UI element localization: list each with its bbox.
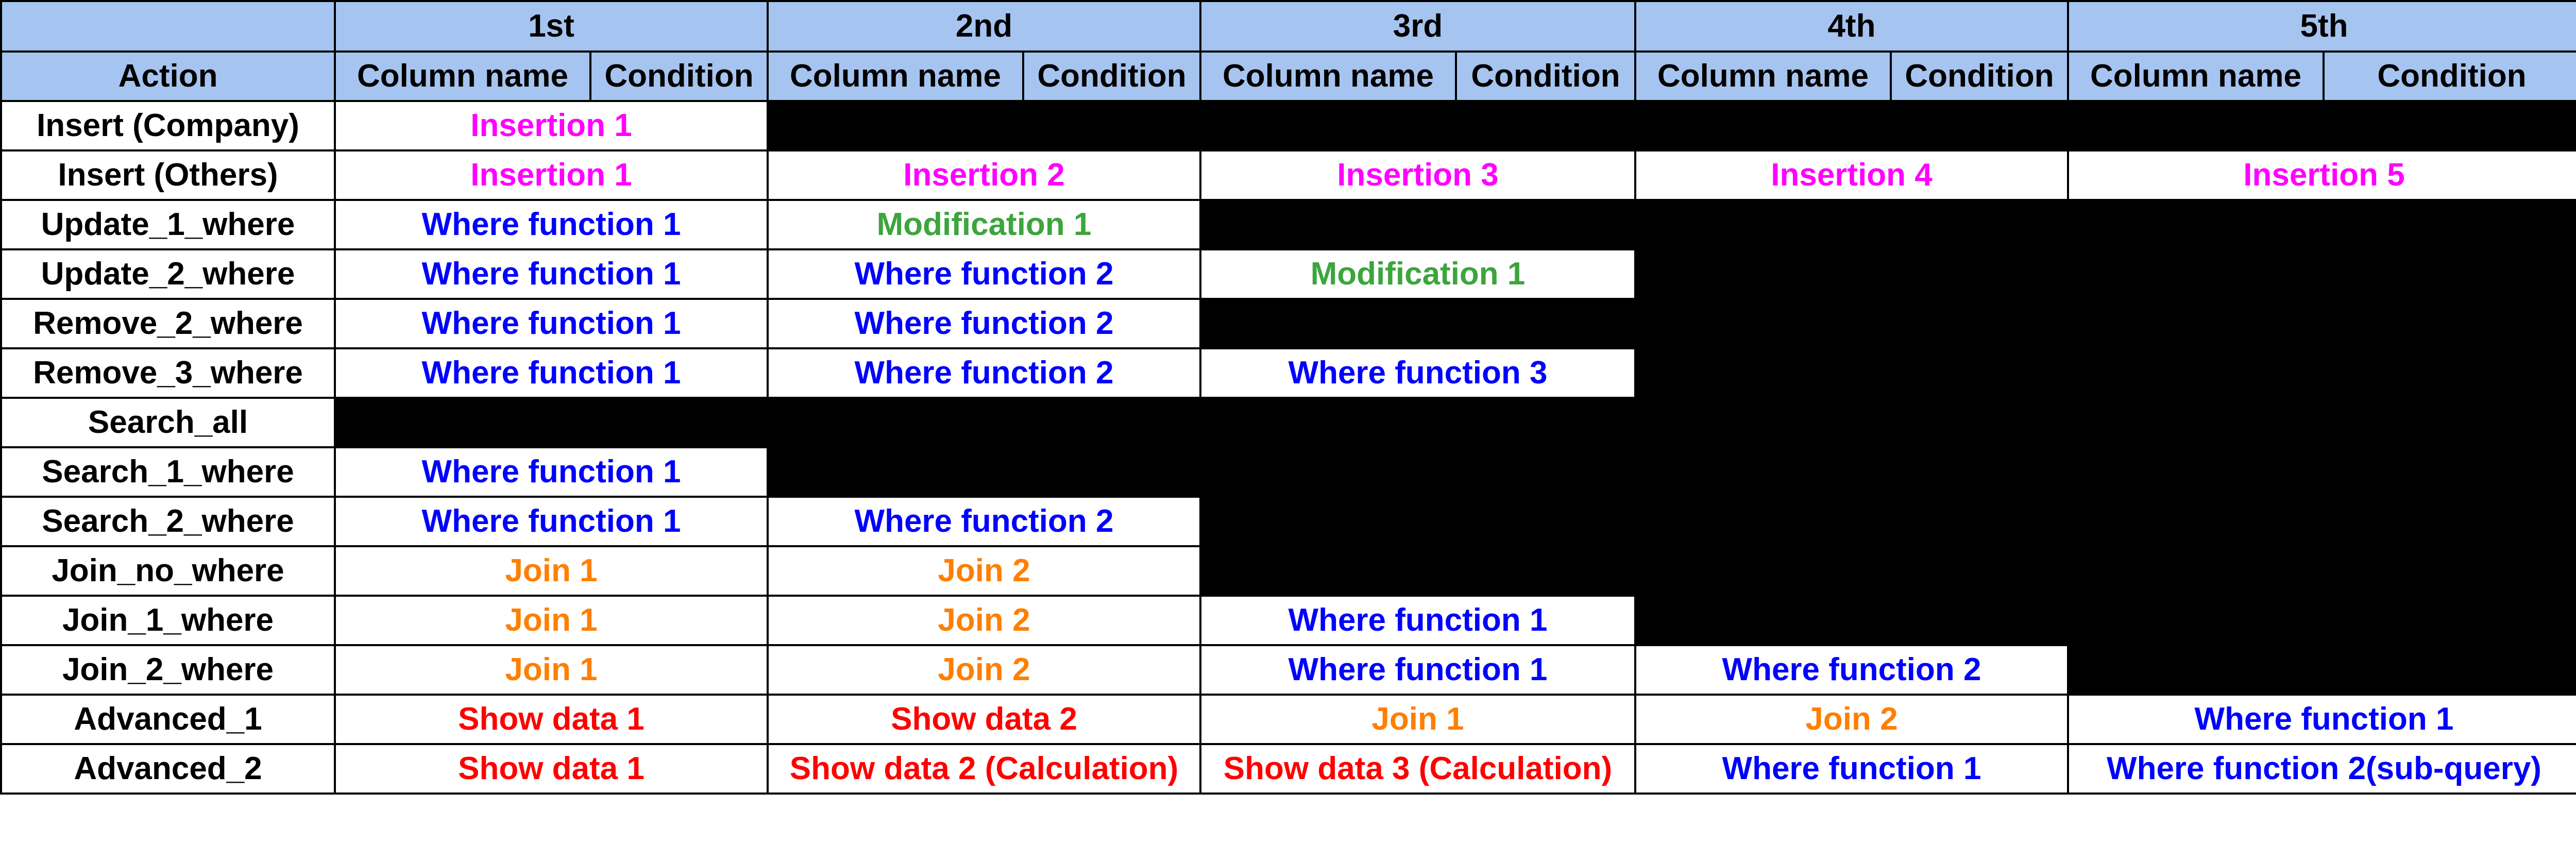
header-position: 1st	[335, 1, 768, 52]
step-cell-where: Where function 1	[335, 497, 768, 546]
table-row	[1, 249, 2576, 299]
step-cell-insertion: Insertion 4	[1635, 150, 2068, 200]
table-row	[1, 299, 2576, 348]
row-action-label: Insert (Company)	[1, 101, 335, 150]
table-row	[1, 497, 2576, 546]
step-cell-show: Show data 1	[335, 744, 768, 794]
row-action-label: Remove_2_where	[1, 299, 335, 348]
unused-step-block	[1635, 596, 2576, 645]
row-action-label: Join_no_where	[1, 546, 335, 596]
step-cell-join: Join 1	[1200, 695, 1635, 744]
step-cell-join: Join 1	[335, 596, 768, 645]
step-cell-join: Join 2	[768, 645, 1200, 695]
step-cell-where: Where function 2(sub-query)	[2068, 744, 2576, 794]
step-cell-modification: Modification 1	[1200, 249, 1635, 299]
step-cell-where: Where function 2	[768, 299, 1200, 348]
header-condition: Condition	[590, 52, 768, 101]
step-cell-show: Show data 2 (Calculation)	[768, 744, 1200, 794]
header-position: 3rd	[1200, 1, 1635, 52]
header-column-name: Column name	[335, 52, 590, 101]
step-cell-where: Where function 2	[768, 497, 1200, 546]
table-row	[1, 200, 2576, 249]
step-cell-insertion: Insertion 1	[335, 101, 768, 150]
header-column-name: Column name	[768, 52, 1023, 101]
step-cell-insertion: Insertion 3	[1200, 150, 1635, 200]
row-action-label: Join_1_where	[1, 596, 335, 645]
step-cell-where: Where function 1	[335, 200, 768, 249]
header-position: 4th	[1635, 1, 2068, 52]
unused-step-block	[1635, 249, 2576, 299]
unused-step-block	[1200, 497, 2576, 546]
header-column-name: Column name	[2068, 52, 2324, 101]
table-row	[1, 348, 2576, 398]
step-cell-show: Show data 2	[768, 695, 1200, 744]
unused-step-block	[1635, 348, 2576, 398]
header-condition: Condition	[1891, 52, 2068, 101]
row-action-label: Update_2_where	[1, 249, 335, 299]
table-row	[1, 596, 2576, 645]
unused-step-block	[768, 101, 2576, 150]
unused-step-block	[1200, 299, 2576, 348]
step-cell-insertion: Insertion 5	[2068, 150, 2576, 200]
step-cell-where: Where function 2	[768, 249, 1200, 299]
unused-step-block	[335, 398, 2576, 447]
step-cell-where: Where function 2	[1635, 645, 2068, 695]
step-cell-where: Where function 1	[335, 299, 768, 348]
row-action-label: Search_2_where	[1, 497, 335, 546]
header-position: 2nd	[768, 1, 1200, 52]
step-cell-where: Where function 1	[335, 249, 768, 299]
step-cell-where: Where function 3	[1200, 348, 1635, 398]
table-row	[1, 546, 2576, 596]
table-row	[1, 695, 2576, 744]
step-cell-where: Where function 1	[1200, 596, 1635, 645]
table-row	[1, 101, 2576, 150]
step-cell-modification: Modification 1	[768, 200, 1200, 249]
step-cell-join: Join 1	[335, 546, 768, 596]
row-action-label: Remove_3_where	[1, 348, 335, 398]
header-row-subcolumns	[1, 52, 2576, 101]
step-cell-join: Join 1	[335, 645, 768, 695]
table-row	[1, 744, 2576, 794]
row-action-label: Search_all	[1, 398, 335, 447]
row-action-label: Advanced_2	[1, 744, 335, 794]
unused-step-block	[768, 447, 2576, 497]
table-row	[1, 447, 2576, 497]
row-action-label: Join_2_where	[1, 645, 335, 695]
table-row	[1, 398, 2576, 447]
step-cell-where: Where function 1	[1200, 645, 1635, 695]
step-cell-where: Where function 1	[335, 447, 768, 497]
header-corner	[1, 1, 335, 52]
step-cell-where: Where function 1	[335, 348, 768, 398]
row-action-label: Search_1_where	[1, 447, 335, 497]
step-cell-join: Join 2	[768, 596, 1200, 645]
row-action-label: Update_1_where	[1, 200, 335, 249]
step-cell-join: Join 2	[1635, 695, 2068, 744]
header-row-positions	[1, 1, 2576, 52]
step-cell-where: Where function 2	[768, 348, 1200, 398]
header-condition: Condition	[1456, 52, 1635, 101]
step-cell-show: Show data 3 (Calculation)	[1200, 744, 1635, 794]
header-condition: Condition	[1023, 52, 1200, 101]
step-cell-join: Join 2	[768, 546, 1200, 596]
unused-step-block	[2068, 645, 2576, 695]
step-cell-where: Where function 1	[2068, 695, 2576, 744]
unused-step-block	[1200, 546, 2576, 596]
unused-step-block	[1200, 200, 2576, 249]
header-column-name: Column name	[1635, 52, 1891, 101]
header-condition: Condition	[2324, 52, 2576, 101]
header-position: 5th	[2068, 1, 2576, 52]
header-action: Action	[1, 52, 335, 101]
step-cell-insertion: Insertion 2	[768, 150, 1200, 200]
table-row	[1, 150, 2576, 200]
step-cell-show: Show data 1	[335, 695, 768, 744]
row-action-label: Advanced_1	[1, 695, 335, 744]
row-action-label: Insert (Others)	[1, 150, 335, 200]
step-cell-insertion: Insertion 1	[335, 150, 768, 200]
table-row	[1, 645, 2576, 695]
step-cell-where: Where function 1	[1635, 744, 2068, 794]
header-column-name: Column name	[1200, 52, 1456, 101]
table-body	[1, 101, 2576, 794]
